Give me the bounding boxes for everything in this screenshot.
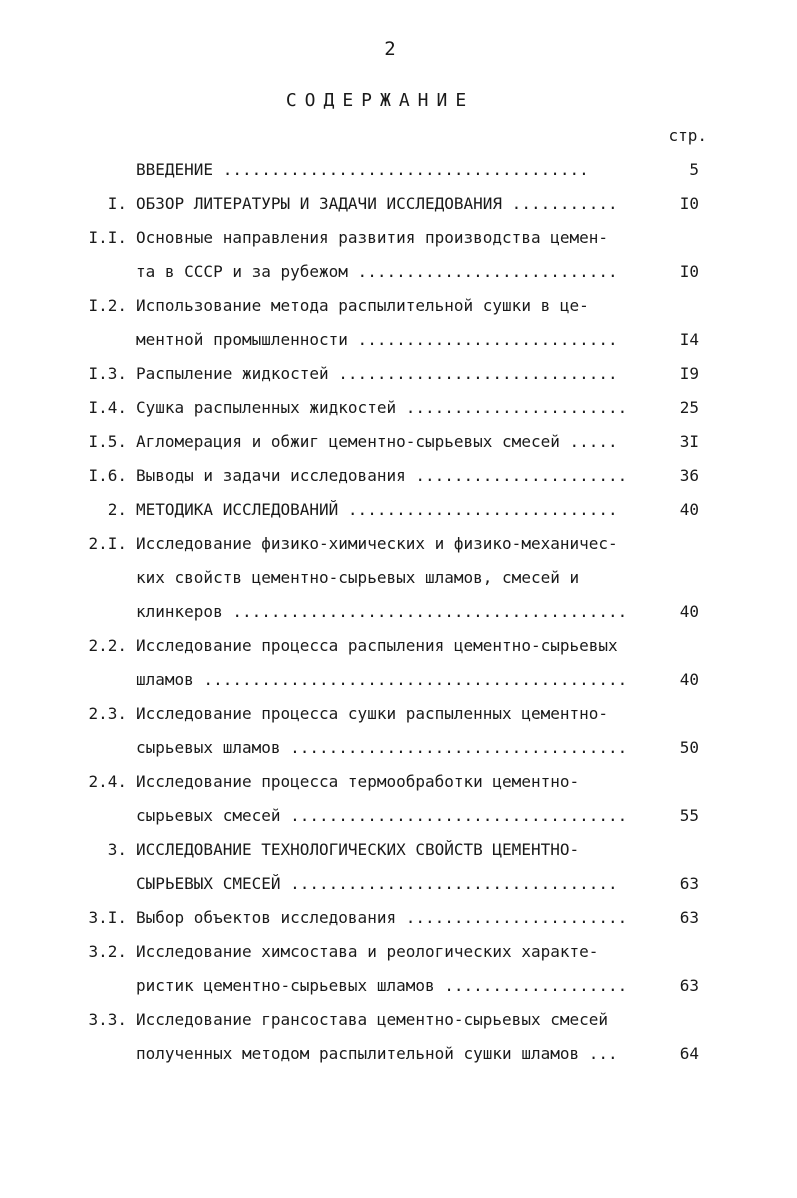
toc-line (0, 262, 797, 288)
toc-entry-text: сырьевых смесей ................................... (136, 806, 628, 825)
toc-page-number: I4 (679, 330, 699, 349)
page-column-label: стр. (668, 126, 707, 145)
toc-entry-text: МЕТОДИКА ИССЛЕДОВАНИЙ ............................ (136, 500, 618, 519)
toc-line (0, 976, 797, 1002)
toc-entry-text: Сушка распыленных жидкостей ....................... (136, 398, 628, 417)
toc-line (0, 704, 797, 730)
toc-entry-text: Использование метода распылительной сушки в це- (136, 296, 589, 315)
toc-page-number: 50 (679, 738, 699, 757)
toc-section-number: 3.3. (88, 1010, 127, 1029)
toc-entry-text: ких свойств цементно-сырьевых шламов, смесей и (136, 568, 580, 587)
toc-page-number: 55 (679, 806, 699, 825)
page-number: 2 (384, 38, 396, 60)
toc-line (0, 534, 797, 560)
toc-entry-text: Исследование химсостава и реологических характе- (136, 942, 599, 961)
toc-page-number: 3I (679, 432, 699, 451)
toc-line (0, 738, 797, 764)
toc-entry-text: ИССЛЕДОВАНИЕ ТЕХНОЛОГИЧЕСКИХ СВОЙСТВ ЦЕМЕНТНО- (136, 840, 580, 859)
toc-page-number: I0 (679, 194, 699, 213)
toc-section-number: I.4. (88, 398, 127, 417)
toc-entry-text: Исследование грансостава цементно-сырьевых смесей (136, 1010, 609, 1029)
toc-line (0, 1044, 797, 1070)
toc-section-number: 2.3. (88, 704, 127, 723)
toc-section-number: 3. (107, 840, 127, 859)
toc-section-number: I.5. (88, 432, 127, 451)
toc-line (0, 806, 797, 832)
toc-entry-text: сырьевых шламов ................................... (136, 738, 628, 757)
toc-line (0, 432, 797, 458)
toc-entry-text: Распыление жидкостей ............................. (136, 364, 618, 383)
toc-entry-text: СЫРЬЕВЫХ СМЕСЕЙ .................................. (136, 874, 618, 893)
toc-entry-text: ментной промышленности ........................... (136, 330, 618, 349)
toc-line (0, 636, 797, 662)
toc-section-number: I.2. (88, 296, 127, 315)
toc-page-number: 63 (679, 874, 699, 893)
toc-line (0, 874, 797, 900)
toc-entry-text: ОБЗОР ЛИТЕРАТУРЫ И ЗАДАЧИ ИССЛЕДОВАНИЯ ........... (136, 194, 618, 213)
toc-line (0, 942, 797, 968)
toc-section-number: I.6. (88, 466, 127, 485)
toc-line (0, 840, 797, 866)
toc-entry-text: Исследование процесса сушки распыленных цементно- (136, 704, 609, 723)
toc-line (0, 194, 797, 220)
toc-section-number: 2.4. (88, 772, 127, 791)
toc-line (0, 398, 797, 424)
toc-line (0, 670, 797, 696)
toc-section-number: 2.2. (88, 636, 127, 655)
toc-entry-text: полученных методом распылительной сушки шламов ... (136, 1044, 618, 1063)
toc-section-number: I.I. (88, 228, 127, 247)
toc-page-number: I9 (679, 364, 699, 383)
toc-entry-text: Исследование процесса термообработки цементно- (136, 772, 580, 791)
toc-entry-text: ристик цементно-сырьевых шламов ................... (136, 976, 628, 995)
toc-page-number: 64 (679, 1044, 699, 1063)
toc-entry-text: Выводы и задачи исследования ...................... (136, 466, 628, 485)
toc-entry-text: шламов ............................................ (136, 670, 628, 689)
toc-line (0, 1010, 797, 1036)
toc-line (0, 500, 797, 526)
toc-section-number: 3.2. (88, 942, 127, 961)
toc-entry-text: Агломерация и обжиг цементно-сырьевых смесей ..... (136, 432, 618, 451)
toc-page-number: 40 (679, 602, 699, 621)
toc-line (0, 364, 797, 390)
toc-page-number: 63 (679, 908, 699, 927)
toc-line (0, 330, 797, 356)
toc-section-number: I. (107, 194, 127, 213)
toc-entry-text: Основные направления развития производства цемен- (136, 228, 609, 247)
toc-page-number: 63 (679, 976, 699, 995)
toc-page-number: 5 (689, 160, 699, 179)
toc-line (0, 772, 797, 798)
toc-section-number: 3.I. (88, 908, 127, 927)
page-title: СОДЕРЖАНИЕ (285, 90, 475, 111)
toc-line (0, 228, 797, 254)
toc-entry-text: ВВЕДЕНИЕ ...................................... (136, 160, 589, 179)
toc-page-number: 40 (679, 670, 699, 689)
toc-line (0, 466, 797, 492)
toc-entry-text: Исследование физико-химических и физико-механичес- (136, 534, 618, 553)
toc-page-number: 40 (679, 500, 699, 519)
toc-line (0, 908, 797, 934)
toc-entry-text: Выбор объектов исследования ....................... (136, 908, 628, 927)
toc-entry-text: та в СССР и за рубежом ........................... (136, 262, 618, 281)
toc-section-number: 2. (107, 500, 127, 519)
toc-line (0, 296, 797, 322)
toc-page-number: I0 (679, 262, 699, 281)
toc-line (0, 568, 797, 594)
toc-page-number: 36 (679, 466, 699, 485)
toc-page-number: 25 (679, 398, 699, 417)
toc-line (0, 602, 797, 628)
toc-entry-text: Исследование процесса распыления цементно-сырьевых (136, 636, 618, 655)
toc-section-number: 2.I. (88, 534, 127, 553)
toc-section-number: I.3. (88, 364, 127, 383)
toc-line (0, 160, 797, 186)
toc-entry-text: клинкеров ......................................... (136, 602, 628, 621)
